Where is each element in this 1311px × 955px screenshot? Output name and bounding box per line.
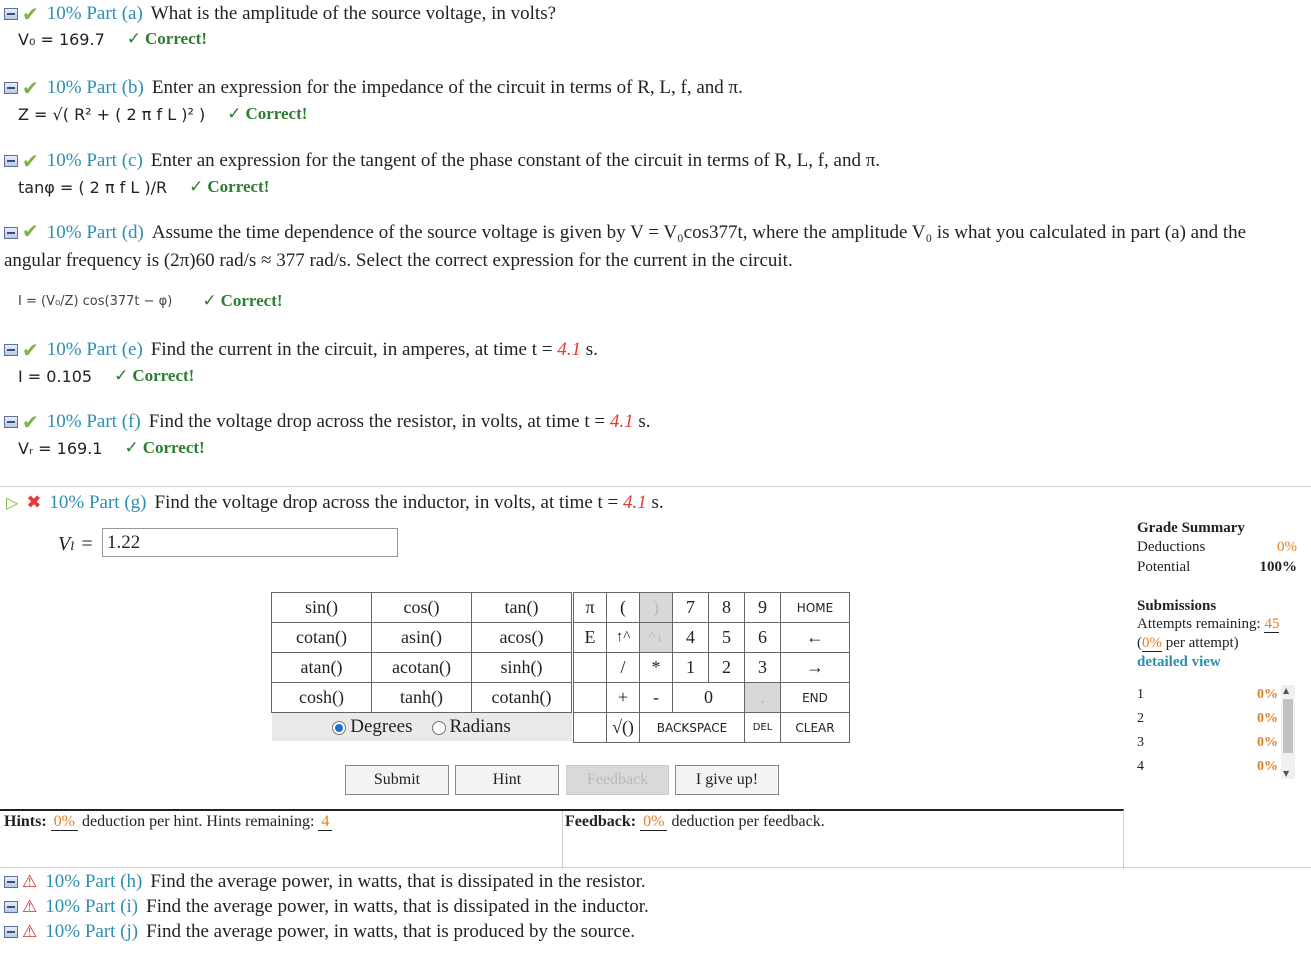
digit-8-button[interactable]: 8 — [709, 593, 745, 623]
checkmark-icon: ✔ — [22, 410, 39, 434]
question-text: Find the average power, in watts, that is dissipated in the inductor. — [146, 896, 649, 917]
digit-5-button[interactable]: 5 — [709, 623, 745, 653]
play-icon: ▷ — [6, 493, 19, 512]
acos-button[interactable]: acos() — [472, 623, 572, 653]
right-paren-button[interactable]: ) — [640, 593, 673, 623]
feedback-info: Feedback: 0% deduction per feedback. — [565, 813, 825, 830]
part-h-header — [4, 871, 646, 893]
part-c-answer — [18, 176, 269, 198]
scroll-thumb[interactable] — [1283, 699, 1293, 753]
part-a-answer — [18, 28, 207, 50]
question-text: Find the average power, in watts, that is produced by the source. — [146, 921, 636, 942]
checkmark-icon: ✔ — [22, 76, 39, 100]
correct-badge: ✓ Correct! — [227, 104, 308, 124]
collapse-icon[interactable] — [4, 876, 18, 888]
cos-button[interactable]: cos() — [372, 593, 472, 623]
grade-summary-title: Grade Summary — [1137, 520, 1245, 536]
part-d-header — [4, 219, 1304, 275]
question-text: Find the voltage drop across the inductor, in volts, at time t = 4.1 s. — [154, 492, 664, 513]
part-label: 10% Part (c) — [46, 150, 143, 171]
give-up-button[interactable]: I give up! — [675, 765, 779, 795]
correct-badge: ✓ Correct! — [202, 291, 283, 311]
left-paren-button[interactable]: ( — [607, 593, 640, 623]
answer-value: Vᵣ = 169.1 — [18, 438, 103, 458]
part-label: 10% Part (a) — [46, 3, 143, 24]
correct-badge: ✓ Correct! — [114, 366, 195, 386]
part-i-header — [4, 896, 649, 918]
grade-summary — [1137, 520, 1297, 672]
submissions-scrollbar[interactable] — [1281, 685, 1295, 779]
digit-9-button[interactable]: 9 — [745, 593, 781, 623]
digit-1-button[interactable]: 1 — [673, 653, 709, 683]
radians-label: Radians — [449, 716, 511, 737]
warning-icon: ⚠ — [22, 921, 38, 942]
number-keypad — [573, 592, 850, 743]
cotan-button[interactable]: cotan() — [272, 623, 372, 653]
tan-button[interactable]: tan() — [472, 593, 572, 623]
digit-2-button[interactable]: 2 — [709, 653, 745, 683]
potential-value: 100% — [1259, 558, 1297, 575]
collapse-icon[interactable] — [4, 8, 18, 20]
potential-label: Potential — [1137, 558, 1191, 575]
part-label: 10% Part (d) — [46, 222, 144, 243]
plus-button[interactable]: + — [607, 683, 640, 713]
degrees-radio[interactable] — [332, 721, 346, 735]
asin-button[interactable]: asin() — [372, 623, 472, 653]
right-arrow-button[interactable]: → — [781, 653, 850, 683]
checkmark-icon: ✔ — [22, 338, 39, 362]
down-power-button[interactable]: ^↓ — [640, 623, 673, 653]
warning-icon: ⚠ — [22, 871, 38, 892]
collapse-icon[interactable] — [4, 82, 18, 94]
part-label: 10% Part (b) — [46, 77, 144, 98]
part-b-header — [4, 77, 743, 99]
attempts-info: Attempts remaining: 45 (0% per attempt) detailed view — [1137, 616, 1280, 670]
sinh-button[interactable]: sinh() — [472, 653, 572, 683]
correct-badge: ✓ Correct! — [189, 177, 270, 197]
del-button[interactable]: DEL — [745, 713, 781, 743]
digit-7-button[interactable]: 7 — [673, 593, 709, 623]
x-icon: ✖ — [26, 492, 42, 513]
part-f-answer — [18, 437, 205, 459]
deductions-value: 0% — [1277, 538, 1297, 555]
backspace-button[interactable]: BACKSPACE — [640, 713, 745, 743]
degrees-label: Degrees — [350, 716, 413, 737]
part-e-header — [4, 339, 598, 361]
part-f-header — [4, 411, 650, 433]
checkmark-icon: ✔ — [22, 219, 39, 243]
end-button[interactable]: END — [781, 683, 850, 713]
deductions-label: Deductions — [1137, 538, 1206, 555]
list-item: 2 0% — [1137, 711, 1278, 726]
empty-key — [574, 683, 607, 713]
part-label: 10% Part (j) — [45, 921, 139, 942]
hints-info: Hints: 0% deduction per hint. Hints remaining: 4 — [4, 813, 332, 831]
multiply-button[interactable]: * — [640, 653, 673, 683]
tanh-button[interactable]: tanh() — [372, 683, 472, 713]
correct-badge: ✓ Correct! — [124, 438, 205, 458]
decimal-button[interactable]: . — [745, 683, 781, 713]
part-b-answer — [18, 103, 307, 125]
collapse-icon[interactable] — [4, 155, 18, 167]
empty-key — [574, 713, 607, 743]
warning-icon: ⚠ — [22, 896, 38, 917]
empty-key — [574, 653, 607, 683]
collapse-icon[interactable] — [4, 344, 18, 356]
cotanh-button[interactable]: cotanh() — [472, 683, 572, 713]
submissions-list — [1137, 683, 1297, 779]
detailed-view-link[interactable]: detailed view — [1137, 654, 1221, 670]
checkmark-icon: ✔ — [22, 2, 39, 26]
answer-value: Z = √( R² + ( 2 π f L )² ) — [18, 104, 206, 124]
question-text: Find the voltage drop across the resistor, in volts, at time t = 4.1 s. — [148, 411, 651, 432]
divide-button[interactable]: / — [607, 653, 640, 683]
answer-value: I = (V₀/Z) cos(377t − φ) — [18, 293, 173, 309]
scroll-up-icon[interactable]: ▲ — [1283, 686, 1290, 695]
part-e-answer — [18, 365, 194, 387]
angle-mode — [272, 713, 572, 742]
question-text: Find the average power, in watts, that is dissipated in the resistor. — [150, 871, 646, 892]
correct-badge: ✓ Correct! — [126, 29, 207, 49]
part-a-header — [4, 3, 556, 25]
part-label: 10% Part (g) — [49, 492, 147, 513]
atan-button[interactable]: atan() — [272, 653, 372, 683]
minus-button[interactable]: - — [640, 683, 673, 713]
radians-radio[interactable] — [432, 721, 446, 735]
list-item: 1 0% — [1137, 687, 1278, 702]
e-button[interactable]: E — [574, 623, 607, 653]
collapse-icon[interactable] — [4, 227, 18, 239]
submissions-title: Submissions — [1137, 598, 1217, 614]
answer-value: V₀ = 169.7 — [18, 29, 105, 49]
answer-input[interactable] — [102, 528, 398, 557]
part-label: 10% Part (i) — [45, 896, 139, 917]
question-text: Find the current in the circuit, in amperes, at time t = 4.1 s. — [150, 339, 598, 360]
input-label: Vₗ = — [58, 533, 94, 555]
question-text: What is the amplitude of the source voltage, in volts? — [150, 3, 557, 24]
up-power-button[interactable]: ↑^ — [607, 623, 640, 653]
cosh-button[interactable]: cosh() — [272, 683, 372, 713]
left-arrow-button[interactable]: ← — [781, 623, 850, 653]
submit-button[interactable]: Submit — [345, 765, 449, 795]
checkmark-icon: ✔ — [22, 149, 39, 173]
question-text: Enter an expression for the impedance of the circuit in terms of R, L, f, and π. — [151, 77, 743, 98]
answer-value: I = 0.105 — [18, 366, 93, 386]
acotan-button[interactable]: acotan() — [372, 653, 472, 683]
digit-0-button[interactable]: 0 — [673, 683, 745, 713]
list-item: 4 0% — [1137, 759, 1278, 774]
collapse-icon[interactable] — [4, 416, 18, 428]
digit-3-button[interactable]: 3 — [745, 653, 781, 683]
part-d-answer — [18, 290, 283, 312]
part-j-header — [4, 921, 635, 943]
home-button[interactable]: HOME — [781, 593, 850, 623]
question-text: Enter an expression for the tangent of the phase constant of the circuit in terms of R, L, f, and π. — [150, 150, 881, 171]
collapse-icon[interactable] — [4, 901, 18, 913]
digit-6-button[interactable]: 6 — [745, 623, 781, 653]
part-label: 10% Part (h) — [45, 871, 143, 892]
digit-4-button[interactable]: 4 — [673, 623, 709, 653]
collapse-icon[interactable] — [4, 926, 18, 938]
clear-button[interactable]: CLEAR — [781, 713, 850, 743]
scroll-down-icon[interactable]: ▼ — [1283, 769, 1290, 778]
sin-button[interactable]: sin() — [272, 593, 372, 623]
function-keypad — [271, 592, 572, 741]
part-label: 10% Part (f) — [46, 411, 141, 432]
answer-value: tanφ = ( 2 π f L )/R — [18, 177, 168, 197]
list-item: 3 0% — [1137, 735, 1278, 750]
feedback-button[interactable]: Feedback — [566, 765, 669, 795]
part-label: 10% Part (e) — [46, 339, 143, 360]
hint-button[interactable]: Hint — [455, 765, 559, 795]
part-g-header — [6, 492, 664, 514]
sqrt-button[interactable]: √() — [607, 713, 640, 743]
pi-button[interactable]: π — [574, 593, 607, 623]
part-c-header — [4, 150, 880, 172]
question-text: Assume the time dependence of the source voltage is given by V = V₀cos377t, where the amplitude V₀ is what you calculated in part (a) and the angular frequency is (2π)60 rad/s ≈ 377 rad/s. Select the correct expression for the current in the circuit. — [4, 222, 1247, 271]
part-g-panel — [0, 486, 1311, 868]
